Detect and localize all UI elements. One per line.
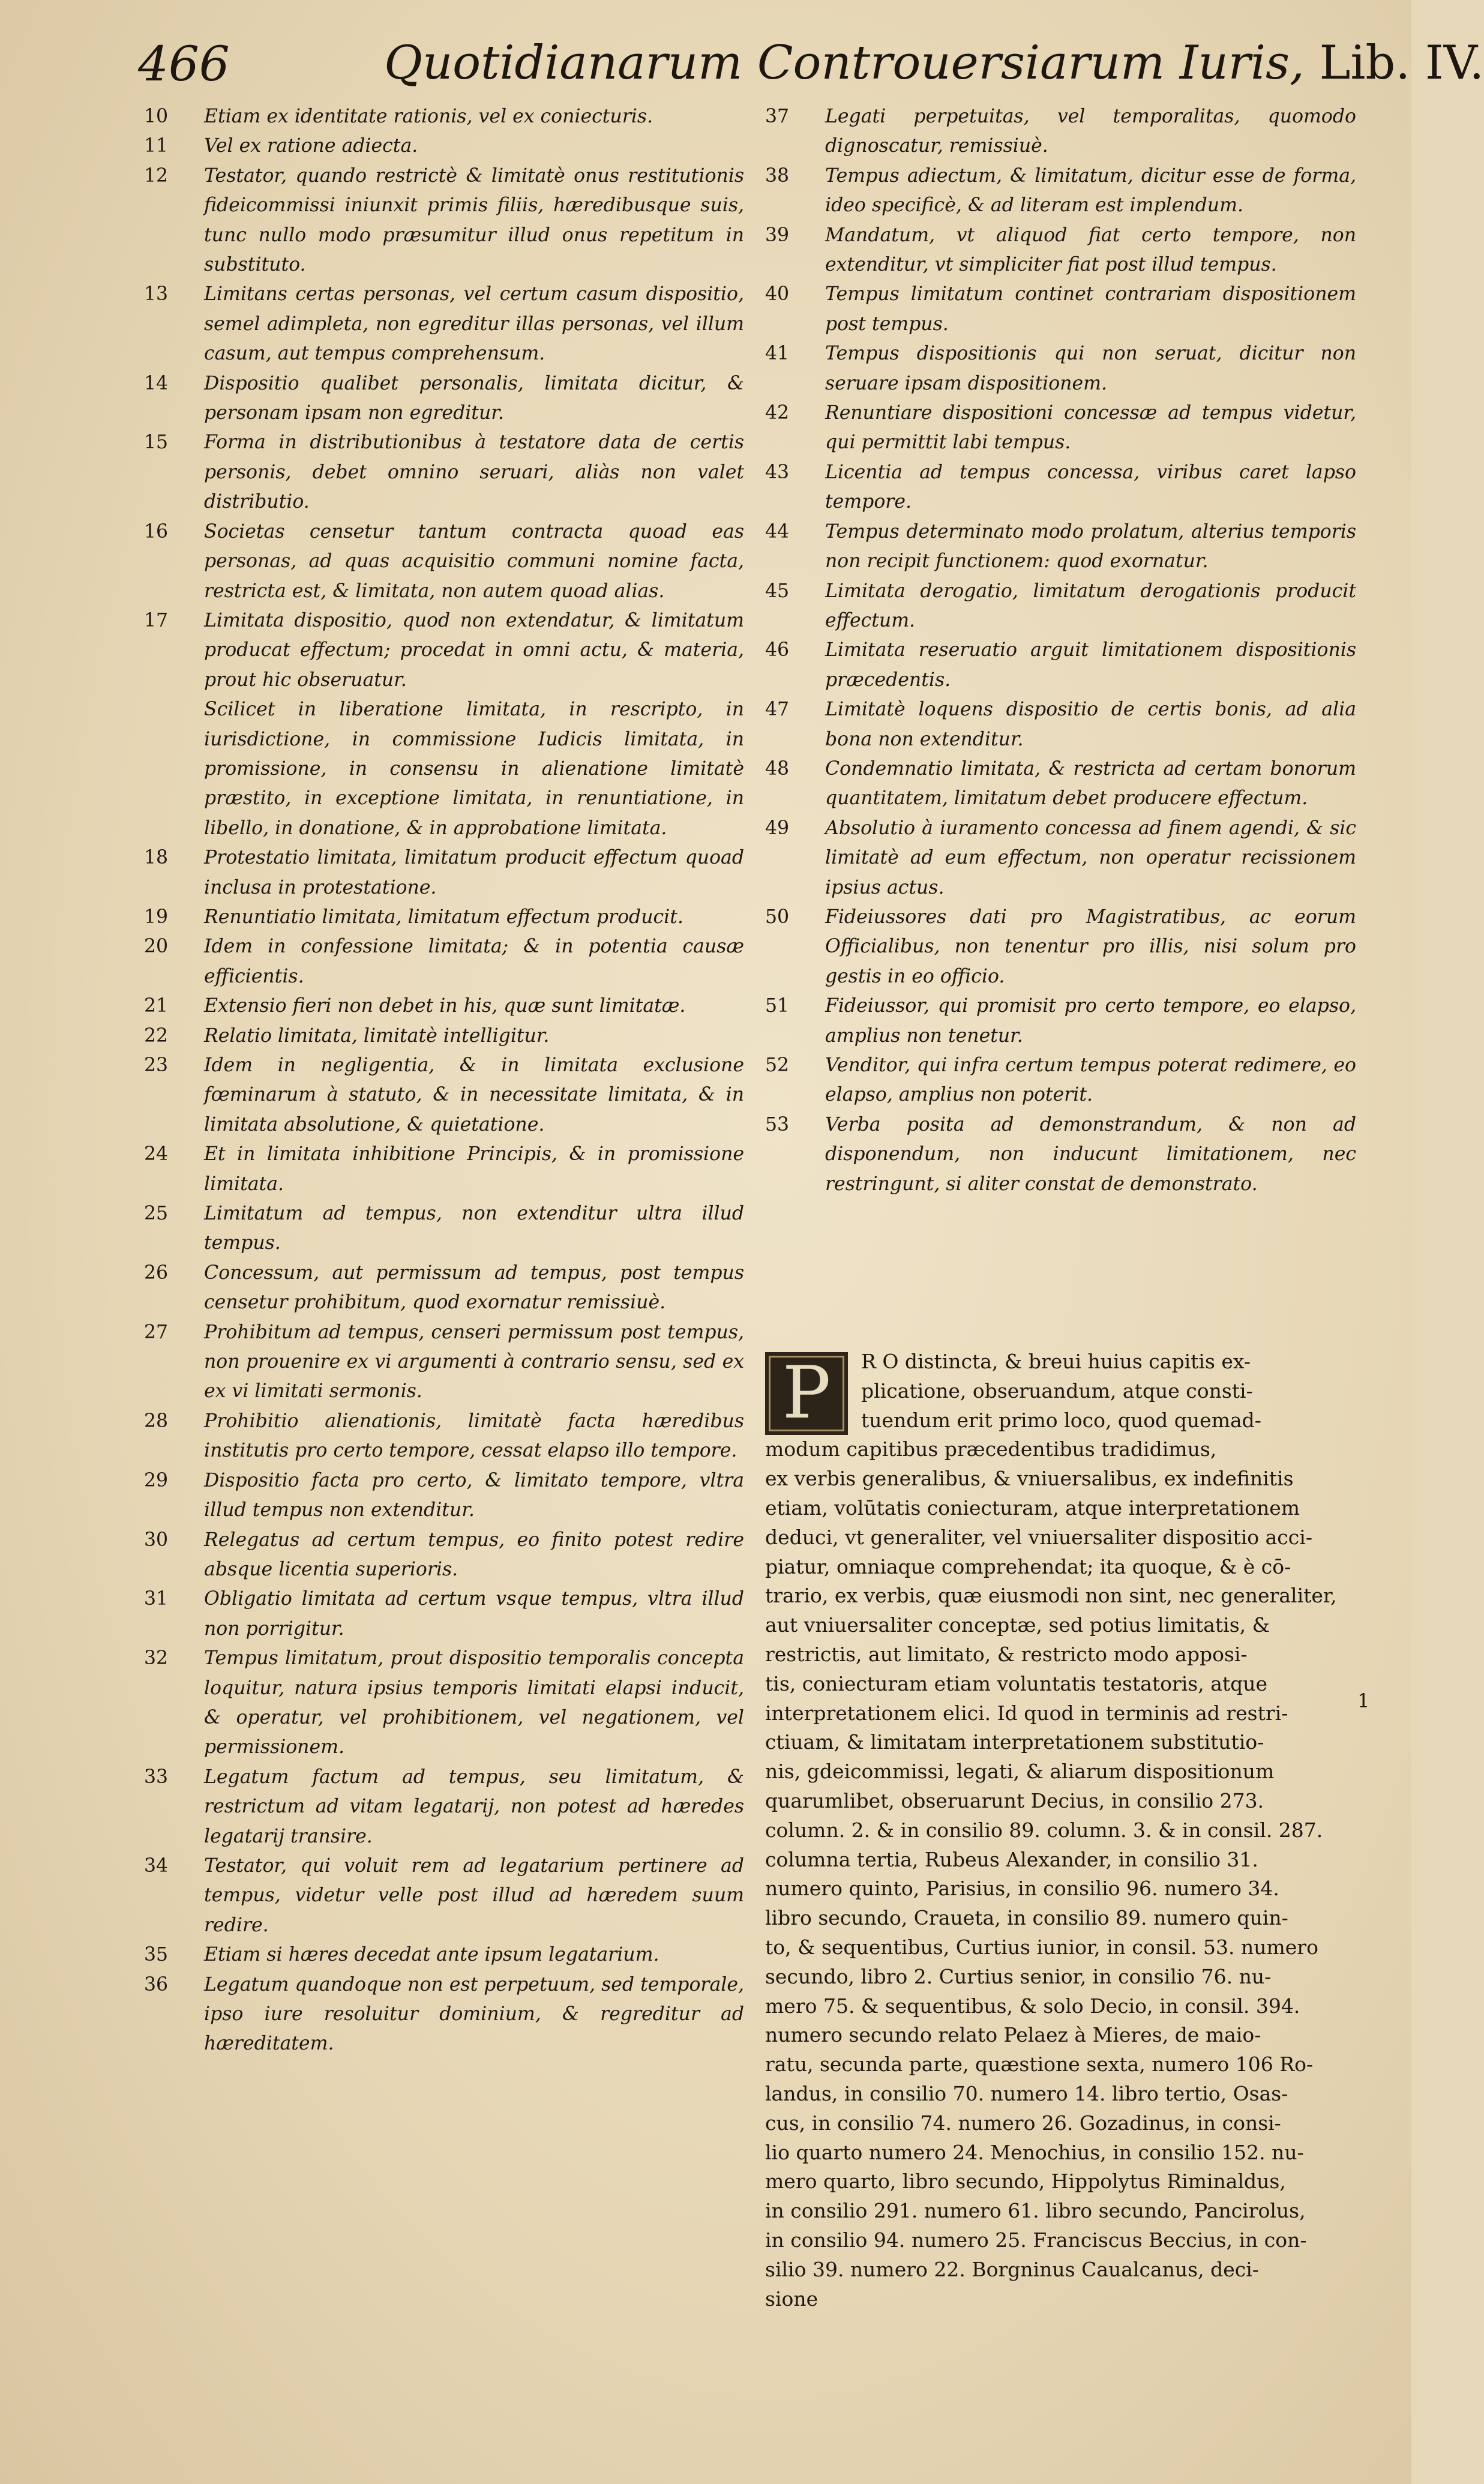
entry-number: 32 bbox=[144, 1647, 169, 1670]
summary-entry bbox=[144, 1259, 744, 1318]
body-line: quarumlibet, obseruarunt Decius, in consilio 273. bbox=[765, 1788, 1264, 1812]
entry-text: Et in limitata inhibitione Principis, & in promissione limitata. bbox=[204, 1143, 744, 1195]
entry-number: 18 bbox=[144, 847, 169, 869]
entry-text: Idem in confessione limitata; & in potentia causæ efficientis. bbox=[204, 936, 744, 987]
entry-number: 10 bbox=[144, 106, 169, 127]
summary-entry bbox=[765, 517, 1356, 577]
summary-entry bbox=[144, 1466, 744, 1526]
entry-number: 35 bbox=[144, 1944, 169, 1966]
entry-text: Extensio fieri non debet in his, quæ sunt limitatæ. bbox=[204, 995, 686, 1017]
body-line: trario, ex verbis, quæ eiusmodi non sint, nec generaliter, bbox=[765, 1584, 1337, 1608]
entry-text: Mandatum, vt aliquod fiat certo tempore, non extenditur, vt simpliciter fiat post illud tempus. bbox=[825, 224, 1356, 276]
body-line: ex verbis generalibus, & vniuersalibus, ex indefinitis bbox=[765, 1467, 1294, 1491]
entry-text: Idem in negligentia, & in limitata exclusione fœminarum à statuto, & in necessitate limitata, & in limitata absolutione, & quietatione. bbox=[204, 1054, 744, 1135]
decorated-initial: P bbox=[765, 1352, 848, 1435]
body-line: R O distincta, & breui huius capitis ex- bbox=[861, 1350, 1251, 1373]
entry-number: 29 bbox=[144, 1469, 169, 1491]
running-title-text: Quotidianarum Controuersiarum Iuris, bbox=[384, 36, 1305, 90]
entry-text: Tempus limitatum, prout dispositio temporalis concepta loquitur, natura ipsius temporis limitati elapsi inducit, & operatur, vel prohibitionem, vel negationem, vel permissionem. bbox=[204, 1647, 744, 1758]
summary-entry bbox=[765, 636, 1356, 695]
body-line: aut vniuersaliter conceptæ, sed potius limitatis, & bbox=[765, 1613, 1270, 1637]
summary-entry bbox=[144, 1199, 744, 1259]
summary-entry bbox=[144, 606, 744, 695]
entry-number: 23 bbox=[144, 1054, 169, 1076]
entry-number: 48 bbox=[765, 757, 790, 780]
entry-text: Obligatio limitata ad certum vsque tempus, vltra illud non porrigitur. bbox=[204, 1588, 744, 1640]
entry-text: Prohibitum ad tempus, censeri permissum post tempus, non prouenire ex vi argumenti à contrario sensu, sed ex ex vi limitati sermonis. bbox=[204, 1321, 744, 1403]
entry-text: Legati perpetuitas, vel temporalitas, quomodo dignoscatur, remissiuè. bbox=[825, 106, 1356, 157]
entry-text: Tempus limitatum continet contrariam dispositionem post tempus. bbox=[825, 283, 1356, 335]
summary-entry bbox=[765, 814, 1356, 903]
summary-entry bbox=[765, 1110, 1356, 1199]
entry-text: Tempus determinato modo prolatum, alterius temporis non recipit functionem: quod exornatur. bbox=[825, 520, 1356, 573]
entry-text: Renuntiare dispositioni concessæ ad tempus videtur, qui permittit labi tempus. bbox=[825, 402, 1356, 454]
entry-text: Legatum factum ad tempus, seu limitatum, & restrictum ad vitam legatarij, non potest ad hæredes legatarij transire. bbox=[204, 1766, 744, 1847]
body-line: plicatione, obseruandum, atque consti- bbox=[861, 1379, 1253, 1403]
summary-entry bbox=[144, 1021, 744, 1051]
body-line: interpretationem elici. Id quod in terminis ad restri- bbox=[765, 1701, 1288, 1725]
summary-entry bbox=[144, 1051, 744, 1140]
summary-entry bbox=[765, 991, 1356, 1051]
entry-text: Relegatus ad certum tempus, eo finito potest redire absque licentia superioris. bbox=[204, 1529, 744, 1580]
entry-number: 52 bbox=[765, 1054, 790, 1076]
body-line: numero quinto, Parisius, in consilio 96. numero 34. bbox=[765, 1877, 1279, 1901]
entry-text: Limitans certas personas, vel certum casum dispositio, semel adimpleta, non egreditur illas personas, vel illum casum, aut tempus comprehensum. bbox=[204, 283, 744, 365]
summary-entry bbox=[144, 131, 744, 161]
summary-entry bbox=[144, 1940, 744, 1970]
entry-number: 33 bbox=[144, 1766, 169, 1788]
entry-text: Testator, qui voluit rem ad legatarium pertinere ad tempus, videtur velle post illud ad hæredem suum redire. bbox=[204, 1854, 744, 1936]
summary-entry bbox=[144, 102, 744, 131]
summary-entry bbox=[765, 577, 1356, 636]
entry-text: Etiam si hæres decedat ante ipsum legatarium. bbox=[204, 1944, 659, 1966]
summary-entry bbox=[144, 1763, 744, 1851]
summary-entry bbox=[144, 1407, 744, 1466]
entry-number: 45 bbox=[765, 580, 790, 602]
entry-text: Vel ex ratione adiecta. bbox=[204, 135, 418, 157]
body-paragraph bbox=[765, 1347, 1356, 2314]
body-line: restrictis, aut limitato, & restricto modo apposi- bbox=[765, 1642, 1248, 1666]
entry-text: Relatio limitata, limitatè intelligitur. bbox=[204, 1024, 550, 1047]
entry-text: Licentia ad tempus concessa, viribus caret lapso tempore. bbox=[825, 461, 1356, 513]
entry-text: Protestatio limitata, limitatum producit effectum quoad inclusa in protestatione. bbox=[204, 847, 744, 898]
entry-number: 30 bbox=[144, 1529, 169, 1551]
summary-entry bbox=[765, 754, 1356, 814]
entry-number: 41 bbox=[765, 343, 790, 365]
entry-text: Renuntiatio limitata, limitatum effectum producit. bbox=[204, 906, 683, 928]
summary-entry bbox=[144, 1318, 744, 1407]
entry-number: 46 bbox=[765, 639, 790, 661]
summary-entry bbox=[144, 932, 744, 991]
body-line: sione bbox=[765, 2287, 819, 2311]
entry-number: 11 bbox=[144, 135, 169, 157]
entry-text: Testator, quando restrictè & limitatè onus restitutionis fideicommissi iniunxit primis filiis, hæredibusque suis, tunc nullo modo præsumitur illud onus repetitum in substituto. bbox=[204, 164, 744, 276]
summary-entry bbox=[765, 339, 1356, 398]
summary-entry bbox=[144, 1526, 744, 1585]
summary-entry bbox=[144, 1140, 744, 1199]
body-line: in consilio 291. numero 61. libro secundo, Pancirolus, bbox=[765, 2199, 1306, 2223]
entry-number: 26 bbox=[144, 1262, 169, 1284]
body-line: tis, coniecturam etiam voluntatis testatoris, atque bbox=[765, 1671, 1268, 1695]
body-line: in consilio 94. numero 25. Franciscus Beccius, in con- bbox=[765, 2228, 1307, 2252]
running-title bbox=[384, 36, 1484, 90]
entry-number: 50 bbox=[765, 906, 790, 928]
body-line: ctiuam, & limitatam interpretationem substitutio- bbox=[765, 1730, 1264, 1754]
page-number: 466 bbox=[138, 36, 230, 92]
body-line: mero quarto, libro secundo, Hippolytus Riminaldus, bbox=[765, 2170, 1286, 2194]
entry-number: 24 bbox=[144, 1143, 169, 1165]
summary-entry bbox=[144, 903, 744, 932]
page-header bbox=[138, 36, 1484, 102]
summary-entry bbox=[144, 369, 744, 429]
entry-number: 37 bbox=[765, 106, 790, 127]
entry-number: 17 bbox=[144, 609, 169, 631]
entry-number: 38 bbox=[765, 164, 790, 187]
entry-number: 12 bbox=[144, 164, 169, 187]
body-line: landus, in consilio 70. numero 14. libro tertio, Osas- bbox=[765, 2081, 1288, 2105]
book-label: Lib. IV. bbox=[1319, 36, 1484, 90]
entry-number: 28 bbox=[144, 1410, 169, 1432]
summary-entry bbox=[144, 1970, 744, 2059]
body-line: columna tertia, Rubeus Alexander, in consilio 31. bbox=[765, 1847, 1258, 1871]
entry-number: 34 bbox=[144, 1854, 169, 1877]
body-line: libro secundo, Craueta, in consilio 89. numero quin- bbox=[765, 1906, 1288, 1930]
entry-text: Concessum, aut permissum ad tempus, post tempus censetur prohibitum, quod exornatur remissiuè. bbox=[204, 1262, 744, 1314]
body-line: deduci, vt generaliter, vel vniuersaliter dispositio acci- bbox=[765, 1525, 1312, 1549]
summary-left-column bbox=[144, 102, 744, 2059]
summary-entry bbox=[144, 161, 744, 280]
body-line: nis, gdeicommissi, legati, & aliarum dispositionum bbox=[765, 1760, 1275, 1784]
body-line: silio 39. numero 22. Borgninus Caualcanus, deci- bbox=[765, 2257, 1259, 2281]
entry-text: Societas censetur tantum contracta quoad eas personas, ad quas acquisitio communi nomine facta, restricta est, & limitata, non autem quoad alias. bbox=[204, 520, 744, 602]
summary-entry bbox=[765, 1051, 1356, 1110]
body-line: etiam, volūtatis coniecturam, atque interpretationem bbox=[765, 1496, 1300, 1520]
summary-entry bbox=[144, 1851, 744, 1940]
entry-text: Fideiussor, qui promisit pro certo tempore, eo elapso, amplius non tenetur. bbox=[825, 995, 1356, 1047]
entry-text: Limitata dispositio, quod non extendatur, & limitatum producat effectum; procedat in omni actu, & materia, prout hic obseruatur. bbox=[204, 609, 744, 691]
summary-entry bbox=[144, 428, 744, 517]
body-line: piatur, omniaque comprehendat; ita quoque, & è cō- bbox=[765, 1554, 1291, 1578]
body-line: tuendum erit primo loco, quod quemad- bbox=[861, 1408, 1261, 1432]
summary-entry bbox=[765, 903, 1356, 991]
entry-number: 21 bbox=[144, 995, 169, 1017]
body-line: numero secundo relato Pelaez à Mieres, de maio- bbox=[765, 2023, 1261, 2047]
entry-text: Limitatè loquens dispositio de certis bonis, ad alia bona non extenditur. bbox=[825, 699, 1356, 750]
body-line: column. 2. & in consilio 89. column. 3. & in consil. 287. bbox=[765, 1818, 1323, 1842]
summary-entry bbox=[765, 458, 1356, 517]
entry-text: Fideiussores dati pro Magistratibus, ac eorum Officialibus, non tenentur pro illis, nisi solum pro gestis in eo officio. bbox=[825, 906, 1356, 987]
entry-text: Absolutio à iuramento concessa ad finem agendi, & sic limitatè ad eum effectum, non operatur recissionem ipsius actus. bbox=[825, 817, 1356, 898]
entry-number: 25 bbox=[144, 1203, 169, 1225]
summary-right-column bbox=[765, 102, 1356, 1199]
body-line: lio quarto numero 24. Menochius, in consilio 152. nu- bbox=[765, 2140, 1304, 2164]
entry-text: Tempus dispositionis qui non seruat, dicitur non seruare ipsam dispositionem. bbox=[825, 343, 1356, 394]
entry-number: 19 bbox=[144, 906, 169, 928]
body-line: secundo, libro 2. Curtius senior, in consilio 76. nu- bbox=[765, 1964, 1272, 1988]
body-line: mero 75. & sequentibus, & solo Decio, in consil. 394. bbox=[765, 1994, 1300, 2018]
body-line: ratu, secunda parte, quæstione sexta, numero 106 Ro- bbox=[765, 2052, 1314, 2077]
entry-number: 39 bbox=[765, 224, 790, 246]
body-line: to, & sequentibus, Curtius iunior, in consil. 53. numero bbox=[765, 1935, 1318, 1959]
entry-number: 53 bbox=[765, 1113, 790, 1135]
entry-number: 40 bbox=[765, 283, 790, 305]
entry-number: 13 bbox=[144, 283, 169, 305]
summary-entry bbox=[765, 102, 1356, 161]
entry-text: Limitata derogatio, limitatum derogationis producit effectum. bbox=[825, 580, 1356, 631]
entry-text: Dispositio facta pro certo, & limitato tempore, vltra illud tempus non extenditur. bbox=[204, 1469, 744, 1521]
entry-number: 36 bbox=[144, 1973, 169, 1995]
entry-number: 47 bbox=[765, 699, 790, 721]
summary-entry bbox=[765, 161, 1356, 221]
entry-number: 14 bbox=[144, 372, 169, 394]
summary-entry bbox=[765, 221, 1356, 280]
entry-text: Etiam ex identitate rationis, vel ex coniecturis. bbox=[204, 106, 653, 127]
entry-number: 49 bbox=[765, 817, 790, 839]
summary-entry bbox=[144, 1644, 744, 1763]
summary-entry bbox=[765, 695, 1356, 754]
body-line: cus, in consilio 74. numero 26. Gozadinus, in consi- bbox=[765, 2111, 1281, 2135]
entry-text: Condemnatio limitata, & restricta ad certam bonorum quantitatem, limitatum debet producere effectum. bbox=[825, 757, 1356, 810]
summary-entry bbox=[144, 991, 744, 1021]
entry-text: Forma in distributionibus à testatore data de certis personis, debet omnino seruari, aliàs non valet distributio. bbox=[204, 432, 744, 513]
entry-text: Dispositio qualibet personalis, limitata dicitur, & personam ipsam non egreditur. bbox=[204, 372, 744, 424]
entry-number: 27 bbox=[144, 1321, 169, 1343]
entry-number: 22 bbox=[144, 1024, 169, 1047]
entry-text: Legatum quandoque non est perpetuum, sed temporale, ipso iure resoluitur dominium, & regreditur ad hæreditatem. bbox=[204, 1973, 744, 2055]
entry-text: Prohibitio alienationis, limitatè facta hæredibus institutis pro certo tempore, cessat elapso illo tempore. bbox=[204, 1410, 744, 1462]
margin-number: 1 bbox=[1357, 1689, 1370, 1712]
entry-number: 16 bbox=[144, 520, 169, 543]
summary-entry bbox=[144, 517, 744, 606]
entry-number: 43 bbox=[765, 461, 790, 483]
summary-entry bbox=[765, 398, 1356, 458]
entry-text: Limitatum ad tempus, non extenditur ultra illud tempus. bbox=[204, 1203, 744, 1254]
entry-text: Venditor, qui infra certum tempus poterat redimere, eo elapso, amplius non poterit. bbox=[825, 1054, 1356, 1106]
body-text bbox=[765, 1347, 1356, 2314]
entry-text: Scilicet in liberatione limitata, in rescripto, in iurisdictione, in commissione Iudicis limitata, in promissione, in consensu in alienatione limitatè præstito, in exceptione limitata, in renuntiatione, in libello, in donatione, & in approbatione limitata. bbox=[204, 699, 744, 839]
summary-entry bbox=[144, 1584, 744, 1644]
entry-text: Verba posita ad demonstrandum, & non ad disponendum, non inducunt limitationem, nec restringunt, si aliter constat de demonstrato. bbox=[825, 1113, 1356, 1195]
body-line: modum capitibus præcedentibus tradidimus, bbox=[765, 1437, 1217, 1461]
summary-entry bbox=[144, 695, 744, 843]
summary-entry bbox=[144, 280, 744, 368]
entry-number: 44 bbox=[765, 520, 790, 543]
summary-entry bbox=[144, 843, 744, 903]
entry-number: 31 bbox=[144, 1588, 169, 1610]
entry-number: 15 bbox=[144, 432, 169, 454]
entry-number: 20 bbox=[144, 936, 169, 958]
entry-text: Limitata reseruatio arguit limitationem dispositionis præcedentis. bbox=[825, 639, 1356, 691]
entry-number: 51 bbox=[765, 995, 790, 1017]
summary-entry bbox=[765, 280, 1356, 339]
entry-number: 42 bbox=[765, 402, 790, 424]
entry-text: Tempus adiectum, & limitatum, dicitur esse de forma, ideo specificè, & ad literam est implendum. bbox=[825, 164, 1356, 217]
